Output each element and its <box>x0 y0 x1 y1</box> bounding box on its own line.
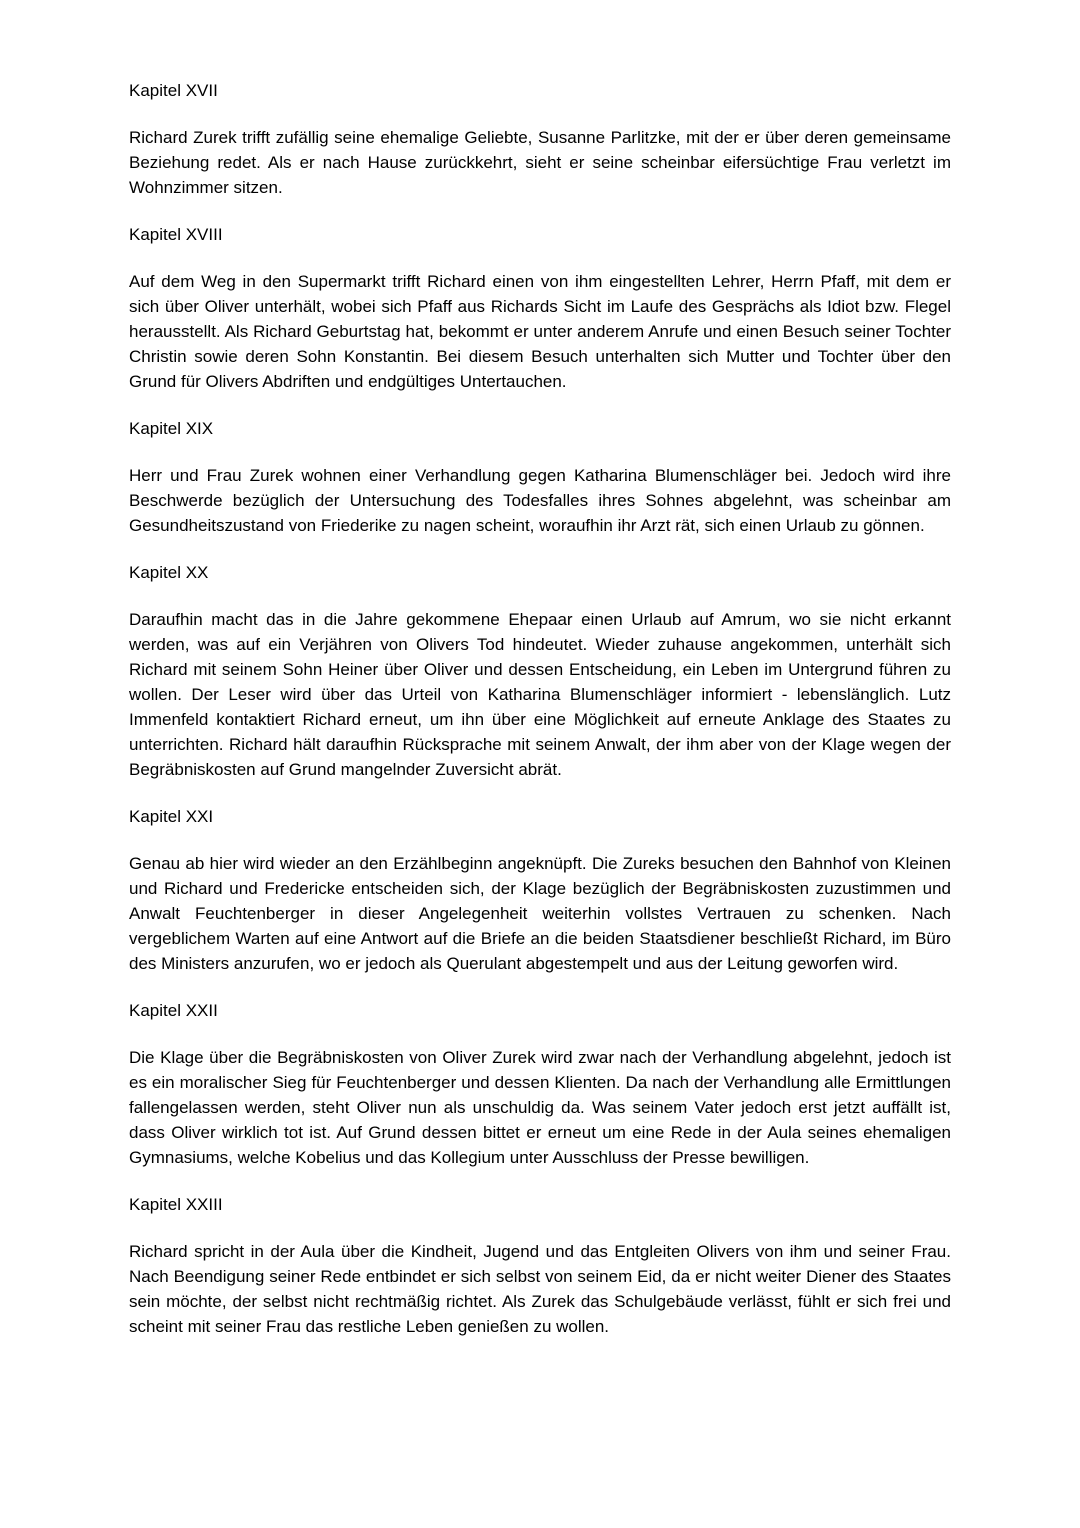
chapter-heading: Kapitel XVII <box>129 81 218 100</box>
chapter-paragraph: Richard Zurek trifft zufällig seine ehemalige Geliebte, Susanne Parlitzke, mit der er über deren gemeinsame Beziehung redet. Als er nach Hause zurückkehrt, sieht er seine scheinbar eifersüchtige Frau verletzt im Wohnzimmer sitzen. <box>129 128 951 197</box>
chapter-section <box>129 998 951 1170</box>
chapter-section <box>129 416 951 538</box>
chapter-heading: Kapitel XXIII <box>129 1195 223 1214</box>
chapter-heading: Kapitel XXII <box>129 1001 218 1020</box>
chapter-section <box>129 78 951 200</box>
chapter-paragraph: Richard spricht in der Aula über die Kindheit, Jugend und das Entgleiten Olivers von ihm und seiner Frau. Nach Beendigung seiner Rede entbindet er sich selbst von seinem Eid, da er nicht weiter Diener des Staates sein möchte, der selbst nicht rechtmäßig richtet. Als Zurek das Schulgebäude verlässt, fühlt er sich frei und scheint mit seiner Frau das restliche Leben genießen zu wollen. <box>129 1242 951 1336</box>
chapter-paragraph: Genau ab hier wird wieder an den Erzählbeginn angeknüpft. Die Zureks besuchen den Bahnhof von Kleinen und Richard und Fredericke entscheiden sich, der Klage bezüglich der Begräbniskosten zuzustimmen und Anwalt Feuchtenberger in dieser Angelegenheit weiterhin vollstes Vertrauen zu schenken. Nach vergeblichem Warten auf eine Antwort auf die Briefe an die beiden Staatsdiener beschließt Richard, im Büro des Ministers anzurufen, wo er jedoch als Querulant abgestempelt und aus der Leitung geworfen wird. <box>129 854 951 973</box>
chapter-heading: Kapitel XIX <box>129 419 214 438</box>
chapter-paragraph: Daraufhin macht das in die Jahre gekommene Ehepaar einen Urlaub auf Amrum, wo sie nicht erkannt werden, was auf ein Verjähren von Olivers Tod hindeutet. Wieder zuhause angekommen, unterhält sich Richard mit seinem Sohn Heiner über Oliver und dessen Entscheidung, ein Leben im Untergrund führen zu wollen. Der Leser wird über das Urteil von Katharina Blumenschläger informiert - lebenslänglich. Lutz Immenfeld kontaktiert Richard erneut, um ihn über eine Möglichkeit auf erneute Anklage des Staates zu unterrichten. Richard hält daraufhin Rücksprache mit seinem Anwalt, der ihm aber von der Klage wegen der Begräbniskosten auf Grund mangelnder Zuversicht abrät. <box>129 610 951 779</box>
chapter-heading: Kapitel XX <box>129 563 209 582</box>
chapter-heading: Kapitel XXI <box>129 807 214 826</box>
chapter-paragraph: Auf dem Weg in den Supermarkt trifft Richard einen von ihm eingestellten Lehrer, Herrn Pfaff, mit dem er sich über Oliver unterhält, wobei sich Pfaff aus Richards Sicht im Laufe des Gesprächs als Idiot bzw. Flegel herausstellt. Als Richard Geburtstag hat, bekommt er unter anderem Anrufe und einen Besuch seiner Tochter Christin sowie deren Sohn Konstantin. Bei diesem Besuch unterhalten sich Mutter und Tochter über den Grund für Olivers Abdriften und endgültiges Untertauchen. <box>129 272 951 391</box>
chapter-heading: Kapitel XVIII <box>129 225 223 244</box>
chapter-section <box>129 1192 951 1339</box>
chapter-section <box>129 560 951 782</box>
chapter-section <box>129 222 951 394</box>
document-page <box>129 78 951 1361</box>
chapter-paragraph: Herr und Frau Zurek wohnen einer Verhandlung gegen Katharina Blumenschläger bei. Jedoch wird ihre Beschwerde bezüglich der Untersuchung des Todesfalles ihres Sohnes abgelehnt, was scheinbar am Gesundheitszustand von Friederike zu nagen scheint, woraufhin ihr Arzt rät, sich einen Urlaub zu gönnen. <box>129 466 951 535</box>
chapter-paragraph: Die Klage über die Begräbniskosten von Oliver Zurek wird zwar nach der Verhandlung abgelehnt, jedoch ist es ein moralischer Sieg für Feuchtenberger und dessen Klienten. Da nach der Verhandlung alle Ermittlungen fallengelassen werden, steht Oliver nun als unschuldig da. Was seinem Vater jedoch erst jetzt auffällt ist, dass Oliver wirklich tot ist. Auf Grund dessen bittet er erneut um eine Rede in der Aula seines ehemaligen Gymnasiums, welche Kobelius und das Kollegium unter Ausschluss der Presse bewilligen. <box>129 1048 951 1167</box>
chapter-section <box>129 804 951 976</box>
